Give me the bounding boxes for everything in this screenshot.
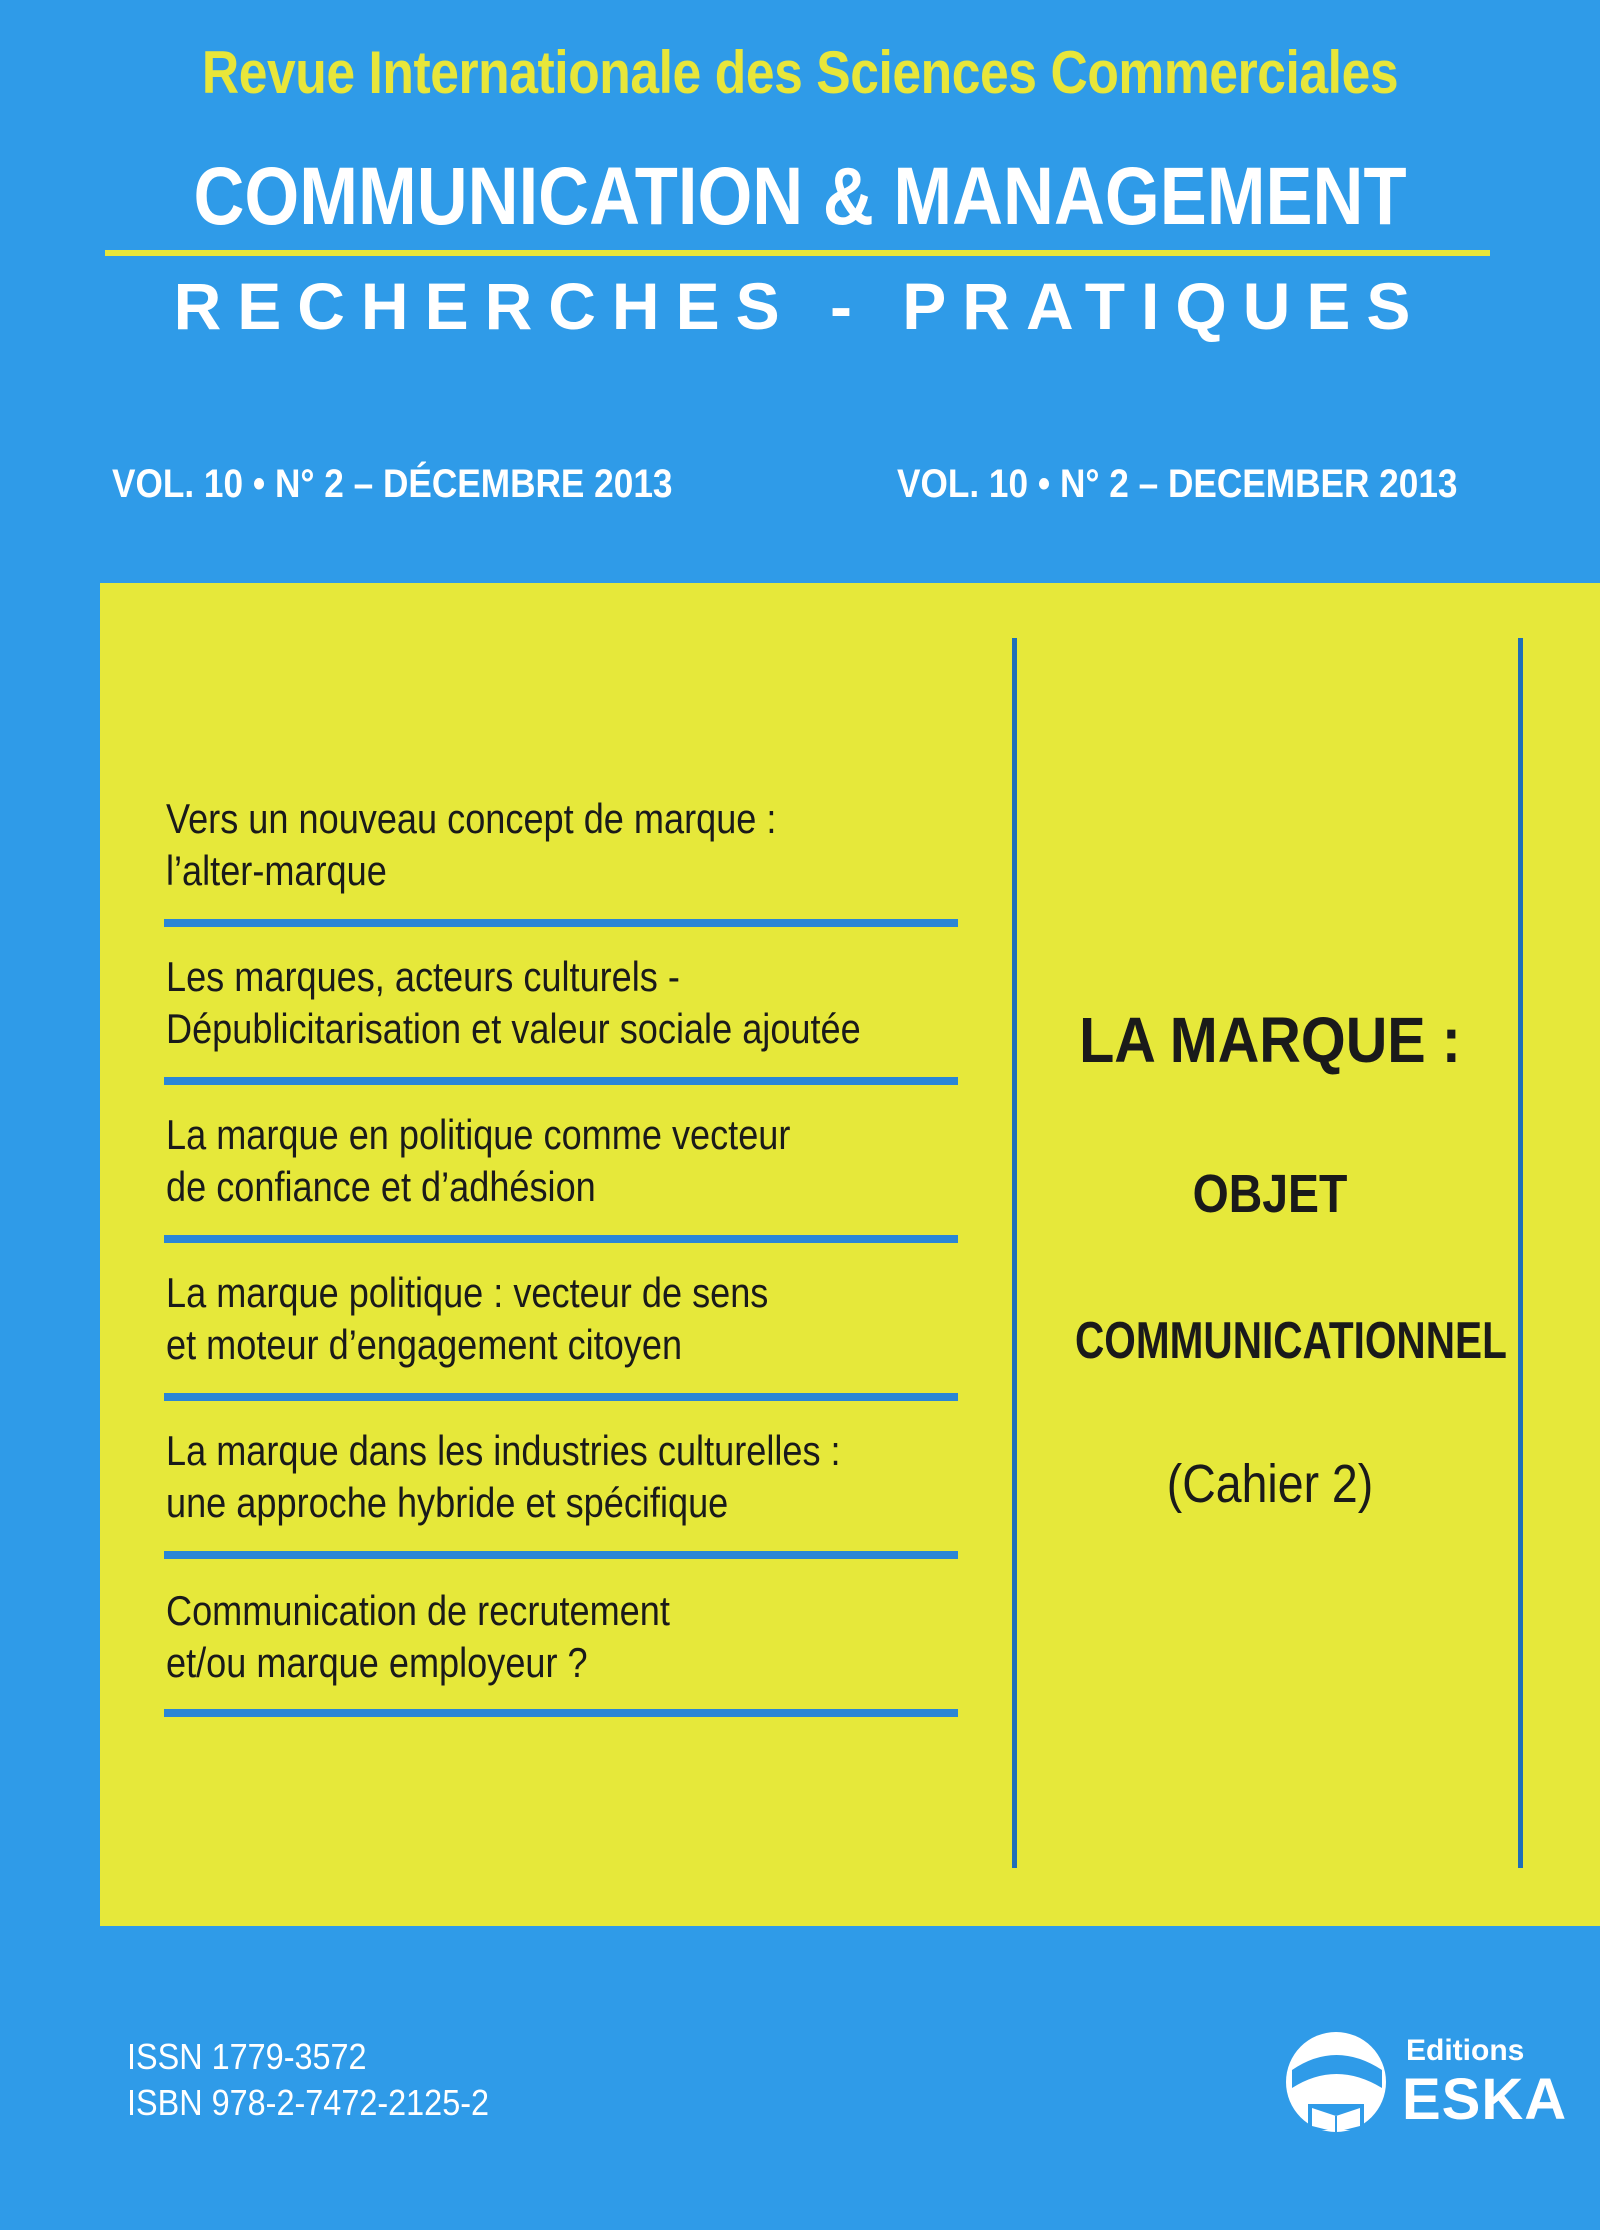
article-separator <box>164 1393 958 1401</box>
isbn-number: ISBN 978-2-7472-2125-2 <box>127 2082 490 2123</box>
eska-open-book-logo-icon <box>1278 2030 1398 2140</box>
theme-line: COMMUNICATIONNEL <box>1075 1312 1507 1370</box>
article-title-line: La marque dans les industries culturelles : <box>166 1427 841 1474</box>
article-item <box>166 1585 1016 1689</box>
panel-divider-right <box>1518 638 1523 1868</box>
publisher-logo <box>1278 2030 1578 2140</box>
article-title-line: et moteur d’engagement citoyen <box>166 1321 683 1368</box>
journal-subtitle: RECHERCHES - PRATIQUES <box>173 269 1427 343</box>
volume-english: VOL. 10 • N° 2 – DECEMBER 2013 <box>897 462 1458 506</box>
revue-title: Revue Internationale des Sciences Commerciales <box>201 39 1399 106</box>
article-title-line: Vers un nouveau concept de marque : <box>166 795 777 842</box>
article-title-line: une approche hybride et spécifique <box>166 1479 729 1526</box>
article-separator <box>164 1077 958 1085</box>
article-title-line: et/ou marque employeur ? <box>166 1639 588 1686</box>
theme-title: LA MARQUE : <box>1079 1004 1461 1076</box>
article-separator <box>164 919 958 927</box>
article-separator <box>164 1709 958 1717</box>
volume-french: VOL. 10 • N° 2 – DÉCEMBRE 2013 <box>112 462 673 506</box>
article-item <box>166 1109 1016 1213</box>
article-separator <box>164 1551 958 1559</box>
article-title-line: de confiance et d’adhésion <box>166 1163 596 1210</box>
journal-title: COMMUNICATION & MANAGEMENT <box>193 151 1407 242</box>
theme-cahier: (Cahier 2) <box>1166 1454 1374 1514</box>
theme-line: OBJET <box>1192 1164 1348 1224</box>
article-item <box>166 1425 1016 1529</box>
publisher-editions-label: Editions <box>1406 2034 1525 2067</box>
contents-panel <box>100 583 1600 1926</box>
article-title-line: La marque politique : vecteur de sens <box>166 1269 769 1316</box>
article-title-line: Communication de recrutement <box>166 1587 670 1634</box>
article-title-line: Dépublicitarisation et valeur sociale ajoutée <box>166 1005 861 1052</box>
publisher-name: ESKA <box>1402 2067 1568 2132</box>
article-title-line: La marque en politique comme vecteur <box>166 1111 791 1158</box>
article-separator <box>164 1235 958 1243</box>
article-title-line: Les marques, acteurs culturels - <box>166 953 680 1000</box>
article-item <box>166 1267 1016 1371</box>
article-item <box>166 951 1016 1055</box>
article-title-line: l’alter-marque <box>166 847 387 894</box>
title-divider <box>105 250 1490 256</box>
issn-number: ISSN 1779-3572 <box>127 2036 367 2077</box>
article-item <box>166 793 1016 897</box>
